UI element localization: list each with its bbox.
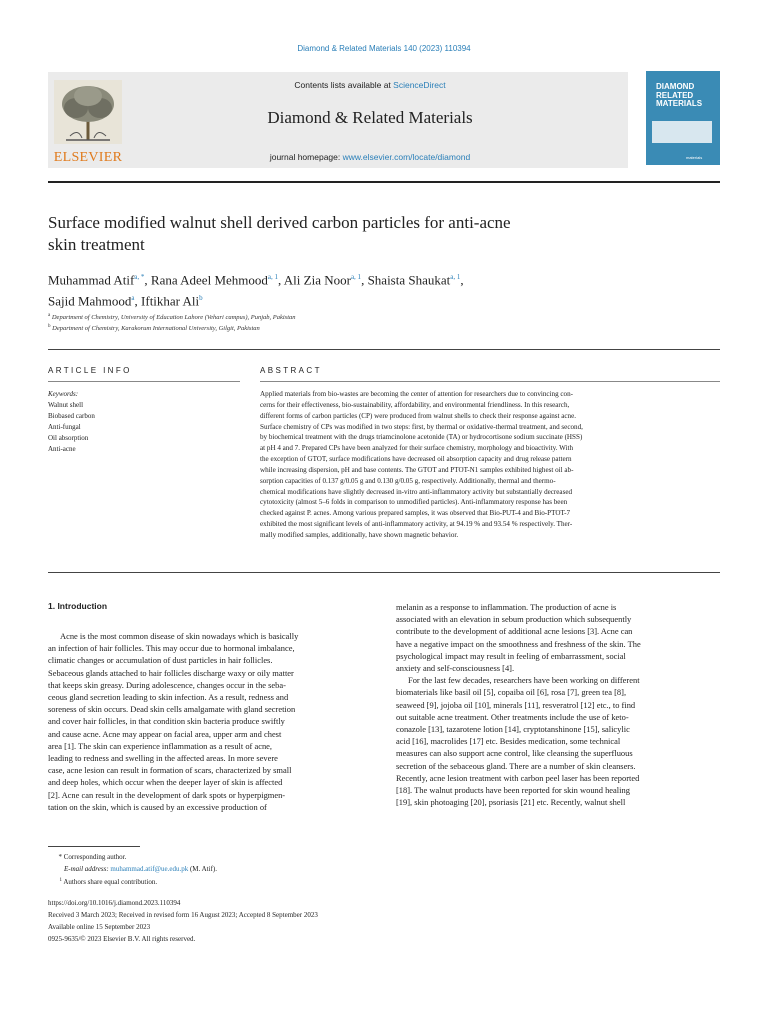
section-divider (48, 349, 720, 350)
author-name[interactable]: Ali Zia Noor (283, 272, 351, 288)
sciencedirect-link[interactable]: ScienceDirect (393, 80, 446, 90)
abstract-heading: ABSTRACT (260, 366, 322, 375)
abstract-line: sorption capacities of 0.137 g/0.05 g and 0.130 g/0.05 g, respectively. Additionally, thermal and thermo- (260, 476, 556, 485)
abstract-line: cerns for their effectiveness, bio-sustainability, affordability, and environmental friendliness. In this research, (260, 400, 570, 409)
left-column-body (48, 630, 372, 813)
email-suffix: (M. Atif). (188, 865, 217, 873)
abstract-line: by biochemical treatment with the drugs triamcinolone acetonide (TA) or hydrocortisone sodium succinate (HSS) (260, 433, 583, 442)
abstract-rule (260, 381, 720, 382)
abstract-line: exhibited the most significant levels of anti-inflammatory activity, at 94.19 % and 93.54 % respectively. Ther- (260, 520, 573, 529)
journal-cover-thumbnail[interactable] (646, 71, 720, 165)
footnote-corresponding: * Corresponding author. (58, 853, 127, 861)
abstract-line: Surface chemistry of CPs was modified in two steps: first, by thermal or oxidative-thermal treatment, and second, (260, 422, 583, 431)
footnote-email (64, 865, 217, 873)
footnote-text: Corresponding author. (63, 853, 127, 861)
body-line: measures can also support acne control, like cleansing the superfluous (396, 748, 633, 759)
affiliation-mark: b (48, 324, 51, 329)
author-name[interactable]: Shaista Shaukat (367, 272, 451, 288)
cover-title: DIAMOND RELATED MATERIALS (656, 82, 703, 108)
copyright-line: 0925-9635/© 2023 Elsevier B.V. All rights reserved. (48, 935, 196, 943)
affiliation-a (48, 313, 296, 321)
body-line: case, acne lesion can result in formation of scars, characterized by small (48, 765, 292, 776)
author-affiliation-mark[interactable]: b (199, 294, 203, 303)
author-affiliation-mark[interactable]: a (131, 294, 135, 303)
abstract-line: chemical modifications have slightly decreased in-vitro anti-inflammatory activity but substantially decreased (260, 487, 573, 496)
author-list (48, 268, 648, 311)
affiliation-b (48, 324, 260, 332)
online-date: Available online 15 September 2023 (48, 923, 151, 931)
author-name[interactable]: Muhammad Atif (48, 272, 135, 288)
author-affiliation-mark[interactable]: a, 1 (267, 273, 278, 281)
author-name[interactable]: Sajid Mahmood (48, 293, 132, 309)
author-affiliation-mark[interactable]: a, 1 (450, 273, 461, 281)
received-dates: Received 3 March 2023; Received in revised form 16 August 2023; Accepted 8 September 2023 (48, 911, 318, 919)
author-affiliation-mark[interactable]: a, 1 (350, 273, 362, 281)
body-line: acid [16], macrolides [17] etc. Besides medication, some technical (396, 736, 621, 747)
body-line: soreness of skin occurs. Dead skin cells amalgamate with gland secretion (48, 704, 296, 715)
body-line: and cover hair follicles, in that condition skin bacteria produce swiftly (48, 716, 285, 727)
body-line: psychological impact may result in feeling of embarrassment, social (396, 650, 626, 661)
body-line: [2]. Acne can result in the development of dark spots or hyperpigmen- (48, 789, 286, 800)
body-line: [19], skin photoaging [20], psoriasis [21] etc. Recently, walnut shell (396, 797, 626, 808)
author-separator: , (134, 293, 142, 309)
body-line: anxiety and self-consciousness [4]. (396, 663, 515, 674)
elsevier-wordmark: ELSEVIER (53, 150, 123, 165)
abstract-bottom-divider (48, 572, 720, 573)
author-separator: , (278, 272, 284, 288)
abstract-line: at pH 4 and 7. Prepared CPs have been analyzed for their surface chemistry, morphology and bioactivity. With (260, 444, 574, 453)
keyword[interactable]: Biobased carbon (48, 412, 95, 420)
author-name[interactable]: Rana Adeel Mehmood (150, 272, 268, 288)
contents-available-line: Contents lists available at ScienceDirect (294, 80, 446, 90)
author-line-2 (48, 289, 648, 310)
body-line: and deep holes, which occur when the deeper layer of skin is affected (48, 777, 283, 788)
journal-homepage-line: journal homepage: www.elsevier.com/locate/diamond (269, 152, 471, 162)
email-label: E-mail address: (64, 865, 111, 873)
author-separator: , (144, 272, 151, 288)
keyword[interactable]: Anti-fungal (48, 423, 81, 431)
introduction-heading: 1. Introduction (48, 601, 108, 611)
body-line: melanin as a response to inflammation. The production of acne is (396, 602, 617, 612)
affiliation-text: Department of Chemistry, Karakorum International University, Gilgit, Pakistan (52, 325, 260, 333)
keyword[interactable]: Oil absorption (48, 434, 89, 442)
abstract-line: different forms of carbon particles (CP) were produced from walnut shells to check their response against acne. (260, 411, 577, 420)
body-line: associated with an elevation in sebum production which subsequently (396, 614, 632, 625)
article-title (48, 212, 608, 256)
abstract-body (260, 389, 720, 541)
keyword[interactable]: Walnut shell (48, 401, 84, 409)
body-line: Recently, acne lesion treatment with carbon peel laser has been reported (396, 772, 640, 783)
body-line: climatic changes or accumulation of dust particles in hair follicles. (48, 655, 273, 666)
keywords-label: Keywords: (48, 390, 79, 398)
journal-homepage-link[interactable]: www.elsevier.com/locate/diamond (342, 152, 471, 162)
body-line: area [1]. The skin can experience inflammation as a result of acne, (48, 740, 273, 751)
abstract-line: the exception of GTOT, surface modifications have decreased oil absorption capacity and drug release pattern (260, 455, 572, 464)
abstract-line: Applied materials from bio-wastes are becoming the center of attention for researchers due to convincing con- (260, 390, 573, 398)
body-line: Sebaceous glands attached to hair follicles discharge waxy or oily matter (48, 667, 294, 678)
article-title-line-2: skin treatment (48, 235, 145, 254)
article-info-rule (48, 381, 240, 382)
journal-reference[interactable]: Diamond & Related Materials 140 (2023) 110394 (297, 44, 471, 53)
author-line-1 (48, 268, 648, 289)
right-column-body (396, 601, 720, 808)
body-line: out suitable acne treatment. Other treatments include the use of keto- (396, 711, 629, 722)
author-separator: , (361, 272, 368, 288)
author-name[interactable]: Iftikhar Ali (141, 293, 200, 309)
journal-title: Diamond & Related Materials (267, 108, 473, 127)
affiliation-text: Department of Chemistry, University of Education Lahore (Vehari campus), Punjab, Pakistan (51, 314, 296, 322)
article-title-line-1: Surface modified walnut shell derived carbon particles for anti-acne (48, 213, 511, 232)
body-line: have a negative impact on the smoothness and freshness of the skin. The (396, 638, 641, 649)
body-line: [18]. The walnut products have been reported for skin wound healing (396, 785, 630, 796)
header-divider (48, 181, 720, 183)
body-line: and cause acne. Acne may appear on facial area, upper arm and chest (48, 728, 282, 739)
cover-footer: materials (686, 155, 703, 160)
body-line: an infection of hair follicles. This may occur due to hormonal imbalance, (48, 643, 295, 654)
article-info-heading: ARTICLE INFO (48, 366, 132, 375)
doi-link[interactable]: https://doi.org/10.1016/j.diamond.2023.110394 (48, 899, 181, 907)
body-line: leading to redness and swelling in the affected areas. In more severe (48, 753, 278, 764)
author-affiliation-mark[interactable]: a, * (134, 273, 145, 281)
body-line: secretion of the sebaceous gland. There are a number of skin cleansers. (396, 760, 636, 771)
affiliation-mark: a (48, 313, 51, 318)
keyword[interactable]: Anti-acne (48, 445, 76, 453)
footnote-equal-contribution: 1 Authors share equal contribution. (59, 878, 158, 886)
body-line: Acne is the most common disease of skin nowadays which is basically (60, 631, 299, 641)
body-line: For the last few decades, researchers have been working on different (408, 675, 640, 686)
footnote-rule (48, 846, 140, 847)
abstract-line: while increasing dispersion, pH and base contents. The GTOT and PTOT-N1 samples exhibited highest oil ab- (260, 465, 574, 474)
abstract-line: mally modified samples, additionally, have shown magnetic behavior. (260, 530, 459, 539)
body-line: seaweed [9], jojoba oil [10], minerals [11], resveratrol [12] etc., to find (396, 699, 636, 710)
author-email-link[interactable]: muhammad.atif@ue.edu.pk (110, 865, 189, 873)
abstract-line: cytotoxicity (almost 5–6 folds in comparison to unmodified particles). Anti-inflammatory response has been (260, 498, 568, 507)
author-separator: , (460, 272, 464, 288)
body-line: tation on the skin, which is caused by an excessive production of (48, 801, 267, 812)
body-line: contribute to the development of additional acne lesions [3]. Acne can (396, 626, 633, 637)
abstract-line: checked against P. acnes. Among various prepared samples, it was observed that Bio-PUT-4 and Bio-PTOT-7 (260, 509, 571, 518)
body-line: that keeps skin greasy. During adolescence, changes occur in the seba- (48, 679, 286, 690)
footnote-text: Authors share equal contribution. (63, 878, 158, 886)
body-line: biomaterials like basil oil [5], copaiba oil [6], rosa [7], green tea [8], (396, 687, 627, 698)
body-line: ceous gland secretion leading to skin infection. As a result, redness and (48, 692, 289, 703)
body-line: conazole [13], tazarotene lotion [14], cryptotanshinone [15], salicylic (396, 724, 630, 735)
cover-graphic (652, 121, 712, 143)
